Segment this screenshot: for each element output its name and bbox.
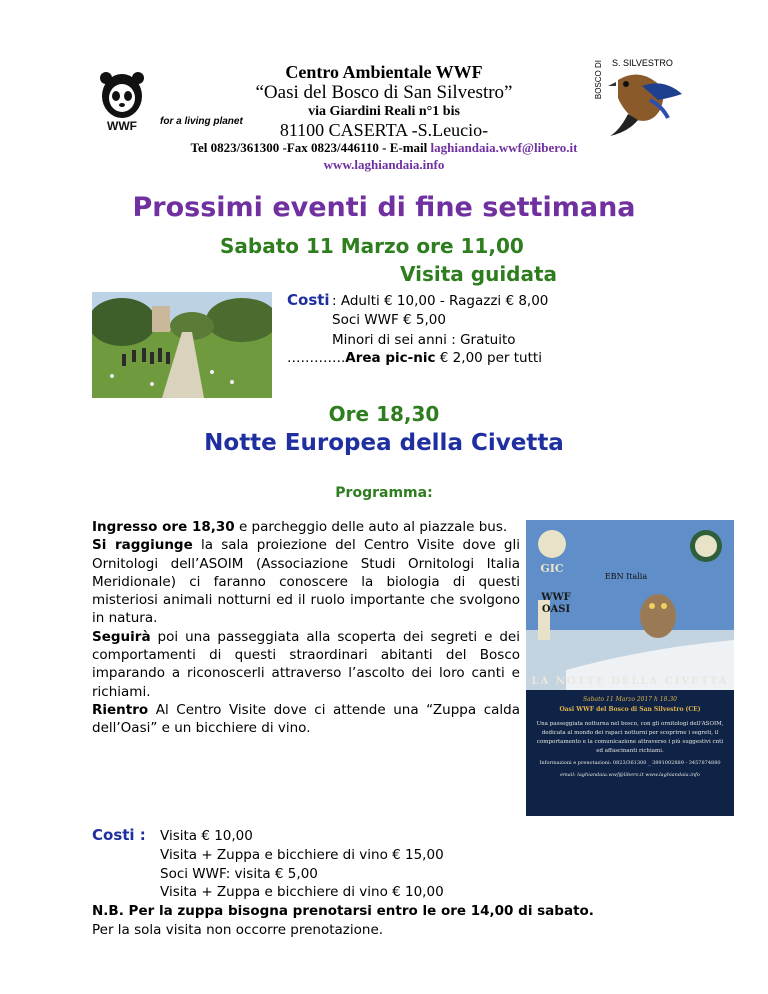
poster-title: LA NOTTE DELLA CIVETTA xyxy=(531,676,729,687)
program-paragraph: Seguirà poi una passeggiata alla scoperta dei segreti e dei comportamenti di questi straordinari abitanti del Bosco imparando a riconoscerli attraverso l’ascolto dei loro canti e richiami. xyxy=(92,628,520,700)
costs-members: Soci WWF € 5,00 xyxy=(332,312,446,328)
poster-date: Sabato 11 Marzo 2017 h 18.30 xyxy=(583,696,677,703)
website-link[interactable]: www.laghiandaia.info xyxy=(323,157,445,172)
jay-bird-logo xyxy=(598,58,688,138)
poster-email: email: laghiandaia.wwf@libero.it www.laghiandaia.info xyxy=(560,772,700,778)
costs2-members-visit-soup: Visita + Zuppa e bicchiere di vino € 10,00 xyxy=(160,884,444,900)
poster-place: Oasi WWF del Bosco di San Silvestro (CE) xyxy=(559,706,701,713)
poster-ebn-label: EBN Italia xyxy=(604,572,648,581)
poster-info: Informazioni e prenotazioni: 0823/361300 _ 3891002889 - 3457874880 xyxy=(539,760,721,766)
program-heading: Programma: xyxy=(335,485,433,501)
poster-wwf-label: WWF xyxy=(541,592,571,603)
contacts-phone-fax: Tel 0823/361300 -Fax 0823/446110 - E-mail xyxy=(190,140,431,155)
tagline: for a living planet xyxy=(160,116,243,127)
event2-title-heading: Notte Europea della Civetta xyxy=(204,430,564,456)
costs-adults-kids: : Adulti € 10,00 - Ragazzi € 8,00 xyxy=(332,293,549,309)
poster-oasi-label: OASI xyxy=(541,604,571,615)
header-address: via Giardini Reali n°1 bis xyxy=(308,104,460,119)
program-paragraph: Si raggiunge la sala proiezione del Centro Visite dove gli Ornitologi dell’ASOIM (Associazione Studi Ornitologi Italia Meridionale) ci faranno conoscere la biologia di questi misteriosi animali notturni ed il ruolo importante che svolgono in natura. xyxy=(92,537,520,627)
header-title: Centro Ambientale WWF xyxy=(285,62,483,82)
costs-minors: Minori di sei anni : Gratuito xyxy=(332,332,516,348)
main-heading: Prossimi eventi di fine settimana xyxy=(132,192,636,223)
event2-time-heading: Ore 18,30 xyxy=(328,402,440,426)
guided-visit-photo xyxy=(92,292,272,398)
header-subtitle: “Oasi del Bosco di San Silvestro” xyxy=(255,82,513,103)
event1-type-heading: Visita guidata xyxy=(400,262,558,286)
program-paragraph: Ingresso ore 18,30 e parcheggio delle auto al piazzale bus. xyxy=(92,519,508,535)
costs2-label: Costi : xyxy=(92,826,146,844)
costs2-members-visit: Soci WWF: visita € 5,00 xyxy=(160,866,318,882)
program-paragraph: Rientro Al Centro Visite dove ci attende una “Zuppa calda dell’Oasi” e un bicchiere di vino. xyxy=(92,701,520,737)
no-booking-note: Per la sola visita non occorre prenotazione. xyxy=(92,922,384,938)
costs-picnic-price: € 2,00 per tutti xyxy=(435,350,542,366)
costs-label: Costi xyxy=(287,291,330,309)
costs-picnic-label: Area pic-nic xyxy=(345,350,436,366)
bosco-logo-side-text: BOSCO DI xyxy=(594,60,603,100)
costs-picnic-dots: …………. xyxy=(287,350,346,366)
costs2-visit-soup: Visita + Zuppa e bicchiere di vino € 15,00 xyxy=(160,847,444,863)
header-contacts xyxy=(0,140,768,156)
program-text xyxy=(92,518,520,738)
booking-note: N.B. Per la zuppa bisogna prenotarsi entro le ore 14,00 di sabato. xyxy=(92,903,594,919)
costs-picnic xyxy=(287,350,542,366)
poster-gic-label: GIC xyxy=(540,562,564,575)
poster-description: Una passeggiata notturna nel bosco, con gli ornitologi dell'ASOIM, dedicata al mondo dei rapaci notturni per scoprirne i segreti, il comportamento e la comunicazione attraverso i più suggestivi cnti ed affascinanti richiami. xyxy=(536,721,724,754)
bosco-logo-top-text: S. SILVESTRO xyxy=(612,58,673,68)
event1-date-heading: Sabato 11 Marzo ore 11,00 xyxy=(220,234,524,258)
costs2-visit: Visita € 10,00 xyxy=(160,828,253,844)
email-link[interactable]: laghiandaia.wwf@libero.it xyxy=(430,140,578,155)
wwf-logo-text: WWF xyxy=(107,119,137,132)
event-poster xyxy=(526,520,734,816)
header-city: 81100 CASERTA -S.Leucio- xyxy=(279,120,489,140)
